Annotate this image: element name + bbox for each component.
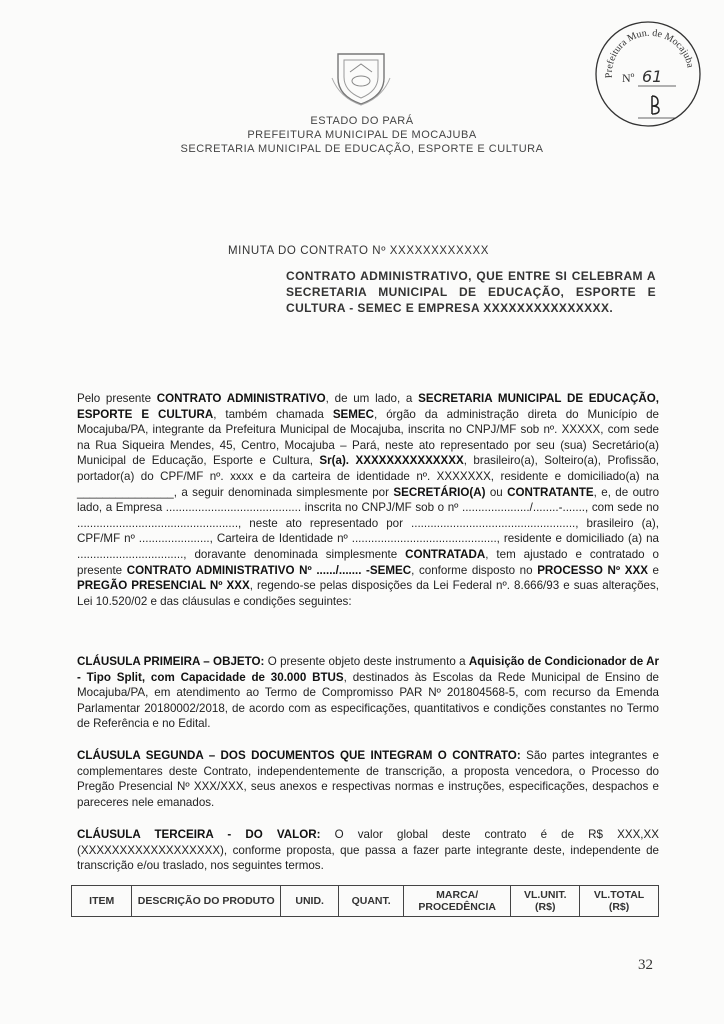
col-total-value: VL.TOTAL (R$) <box>580 886 659 917</box>
header-state: ESTADO DO PARÁ <box>310 115 414 127</box>
municipal-crest-logo <box>330 48 392 106</box>
stamp-arc-text: Prefeitura Mun. de Mocajuba <box>603 27 696 79</box>
items-table-header-row <box>72 886 659 917</box>
col-unit: UNID. <box>280 886 338 917</box>
col-item: ITEM <box>72 886 132 917</box>
col-unit-value: VL.UNIT. (R$) <box>511 886 580 917</box>
header-prefecture: PREFEITURA MUNICIPAL DE MOCAJUBA <box>247 129 477 141</box>
contract-ementa: CONTRATO ADMINISTRATIVO, QUE ENTRE SI CELEBRAM A SECRETARIA MUNICIPAL DE EDUCAÇÃO, ESPORTE E CULTURA - SEMEC E EMPRESA XXXXXXXXXXXXXXX. <box>286 269 656 315</box>
col-description: DESCRIÇÃO DO PRODUTO <box>132 886 281 917</box>
clause-first-heading: CLÁUSULA PRIMEIRA – OBJETO: <box>77 655 265 668</box>
clause-second: CLÁUSULA SEGUNDA – DOS DOCUMENTOS QUE INTEGRAM O CONTRATO: São partes integrantes e complementares deste Contrato, independentemente de transcrição, a proposta vencedora, o Processo do Pregão Presencial Nº XXX/XXX, seus anexos e respectivas normas e instruções, especificações, despachos e pareceres nele emanados. <box>77 749 659 809</box>
header-secretariat: SECRETARIA MUNICIPAL DE EDUCAÇÃO, ESPORTE E CULTURA <box>180 143 544 155</box>
clause-third: CLÁUSULA TERCEIRA - DO VALOR: O valor global deste contrato é de R$ XXX,XX (XXXXXXXXXXXXXXXXXX), conforme proposta, que passa a fazer parte integrante deste, independente de transcrição e/ou traslado, nos seguintes termos. <box>77 828 659 873</box>
stamp-number: 61 <box>642 67 663 86</box>
clause-second-heading: CLÁUSULA SEGUNDA – DOS DOCUMENTOS QUE INTEGRAM O CONTRATO: <box>77 749 521 762</box>
contract-title: MINUTA DO CONTRATO Nº XXXXXXXXXXXX <box>228 245 490 257</box>
clause-first: CLÁUSULA PRIMEIRA – OBJETO: O presente objeto deste instrumento a Aquisição de Condicionador de Ar - Tipo Split, com Capacidade de 30.000 BTUS, destinados às Escolas da Rede Municipal de Ensino de Mocajuba/PA, em atendimento ao Termo de Compromisso PAR Nº 201804568-5, com recurso da Emenda Parlamentar 20180002/2018, de acordo com as especificações, quantitativos e condições constantes no Termo de Referência e no Edital. <box>77 655 659 731</box>
contract-preamble: Pelo presente CONTRATO ADMINISTRATIVO, de um lado, a SECRETARIA MUNICIPAL DE EDUCAÇÃO, ESPORTE E CULTURA, também chamada SEMEC, órgão da administração direta do Município de Mocajuba/PA, integrante da Prefeitura Municipal de Mocajuba, inscrita no CNPJ/MF sob nº. XXXXX, com sede na Rua Siqueira Mendes, 45, Centro, Mocajuba – Pará, neste ato representado por seu (sua) Secretário(a) Municipal de Educação, Esporte e Cultura, Sr(a). XXXXXXXXXXXXXX, brasileiro(a), Solteiro(a), Profissão, portador(a) do CPF/MF nº. xxxx e da carteira de identidade nº. XXXXXXX, residente e domiciliado(a) na _______________, a seguir denominada simplesmente por SECRETÁRIO(A) ou CONTRATANTE, e, de outro lado, a Empresa .......................................... inscrita no CNPJ/MF sob o nº ...................../........-......., com sede no .................................................., neste ato representado por ..................................................., brasileiro (a), CPF/MF nº ......................, Carteira de Identidade nº ............................................., residente e domiciliado (a) na ................................., doravante denominada simplesmente CONTRATADA, tem ajustado e contratado o presente CONTRATO ADMINISTRATIVO Nº ....../....... -SEMEC, conforme disposto no PROCESSO Nº XXX e PREGÃO PRESENCIAL Nº XXX, regendo-se pelas disposições da Lei Federal nº. 8.666/93 e suas alterações, Lei 10.520/02 e das cláusulas e condições seguintes: <box>77 392 660 608</box>
clause-third-heading: CLÁUSULA TERCEIRA - DO VALOR: <box>77 828 321 841</box>
stamp-signature <box>652 96 659 114</box>
col-brand: MARCA/ PROCEDÊNCIA <box>403 886 511 917</box>
stamp-number-label: Nº <box>622 71 635 85</box>
items-table <box>71 885 659 917</box>
col-quantity: QUANT. <box>339 886 404 917</box>
page-number: 32 <box>638 957 653 973</box>
protocol-stamp <box>592 18 704 130</box>
